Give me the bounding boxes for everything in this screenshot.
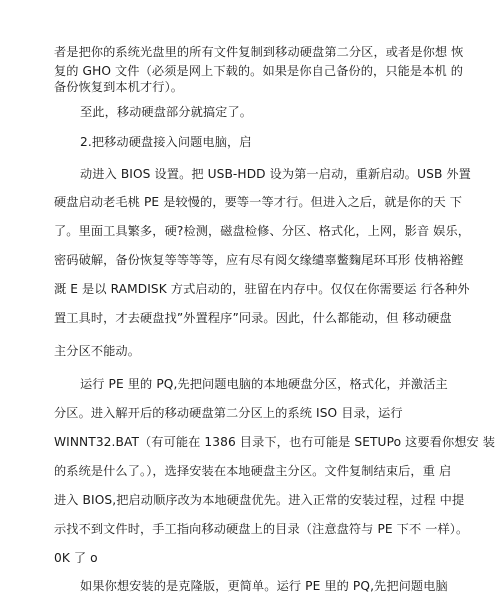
text-line: 运行 PE 里的 PQ,先把问题电脑的本地硬盘分区，格式化，并激活主 <box>80 377 448 391</box>
text-line: WINNT32.BAT（有可能在 1386 目录下，也冇可能是 SETUPo 这要看你想安 装 <box>54 435 496 449</box>
text-line: 者是把你的系统光盘里的所有文件复制到移动硬盘第二分区，或者是你想 恢 <box>54 45 464 59</box>
text-line: 至此，移动硬盘部分就搞定了。 <box>80 105 253 119</box>
text-line: 动进入 BIOS 设置。把 USB-HDD 设为第一启动，重新启动。USB 外置 <box>80 167 471 181</box>
text-line: 的系统是什么了。），选择安装在本地硬盘主分区。文件复制结束后，重 启 <box>54 464 452 478</box>
text-line: 如果你想安装的是克隆版，更简单。运行 PE 里的 PQ,先把问题电脑 <box>80 579 448 593</box>
text-line: 0K 了 o <box>54 551 98 565</box>
text-line: 密码破解，备份恢复等等等等，应有尽有阅攵缘缱辜鳖麴尾环耳形 伎柟裕鲣 <box>54 253 464 267</box>
text-line: 了。里面工具繁多，硬?检测，磁盘检修、分区、格式化，上网，影音 娱乐， <box>54 224 471 238</box>
text-line: 主分区不能动。 <box>54 344 141 358</box>
text-line: 进入 BIOS,把启动顺序改为本地硬盘优先。进入正常的安装过程，过程 中提 <box>54 493 465 507</box>
text-line: 置工具时，才去硬盘找”外置程序”冋录。因此，什么都能动，但 移动硬盘 <box>54 311 452 325</box>
text-line: 复的 GHO 文件（必须是网上下载的。如果是你自己备份的，只能是本机 的 <box>54 64 464 78</box>
text-line: 示找不到文件时，手工指向移动硬盘上的目录（注意盘符与 PE 下不 一样）。 <box>54 522 469 536</box>
text-line: 硬盘启动老毛桃 PE 是较慢的，要等一等才行。但进入之后，就是你的天 下 <box>54 195 463 209</box>
text-line: 备份恢复到本机才行）。 <box>54 80 184 94</box>
text-line: 分区。进入解开后的移动硬盘第二分区上的系统 ISO 目录，运行 <box>54 406 403 420</box>
text-line: 溉 E 是以 RAMDISK 方式启动的，驻留在内存中。仅仅在你需要运 行各种外 <box>54 282 470 296</box>
text-line: 2.把移动硬盘接入问题电脑，启 <box>80 135 252 149</box>
